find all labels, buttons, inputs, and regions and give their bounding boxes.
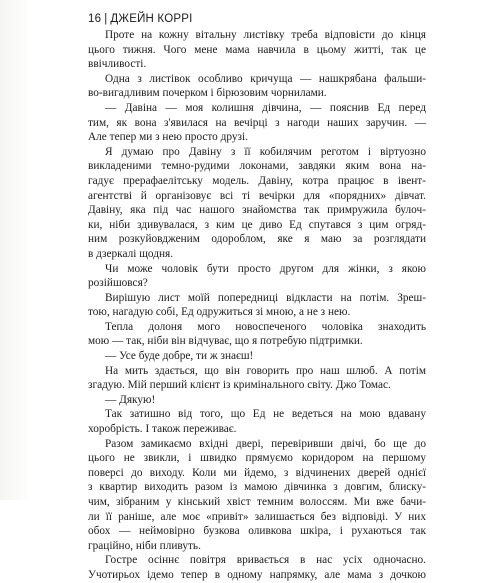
text-line: Давіну, яка під час нашого знайомства так примружила булоч- [88, 204, 426, 217]
text-line: ним розкуйовдженим одороблом, яке я маю за розглядати [88, 233, 426, 246]
text-line: — Дякую! [105, 393, 156, 406]
text-line: Але тепер ми з нею просто друзі. [88, 131, 248, 144]
text-line: розійшовся? [88, 277, 148, 290]
text-line: ки, ніби здивувалася, з ким це диво Ед спутався з цим огряд- [88, 218, 426, 231]
text-line: гадує прерафаелітську модель. Давіну, котра працює в івент- [88, 174, 426, 187]
body-text [88, 28, 426, 583]
text-line: Чи може чоловік бути просто другом для жінки, з якою [105, 262, 426, 275]
text-line: во-вигадливим почерком і бірюзовим чорнилами. [88, 87, 327, 100]
text-line: ли її раніше, але моє «привіт» залишається без відповіді. У них [88, 510, 426, 523]
page-number: 16 [88, 13, 102, 25]
text-line: мою — так, ніби він відчуває, що я потребую підтримки. [88, 335, 363, 348]
text-line: Одна з листівок особливо кричуща — нашкрябана фальши- [105, 72, 426, 85]
text-line: тою, нагадую собі, Ед одружиться зі мною, а не з нею. [88, 306, 351, 319]
text-line: хоробрість. І також переживає. [88, 423, 237, 436]
text-line: згадую. Мій перший клієнт із кримінального світу. Джо Томас. [88, 379, 391, 392]
text-line: Вирішую лист моїй попередниці відкласти на потім. Зреш- [105, 291, 426, 304]
author-name: ДЖЕЙН КОРРІ [110, 13, 193, 25]
text-line: тим, як вона з'явилася на вечірці з нагоди наших заручин. — [88, 116, 426, 129]
text-line: Проте на кожну вітальну листівку треба відповісти до кінця [105, 29, 426, 41]
text-line: агентстві й організовує всі ті вечірки для «порядних» дівчат. [88, 189, 426, 202]
text-line: обох — неймовірно бузкова оливкова шкіра, і рухаються так [88, 525, 426, 538]
text-line: в дзеркалі щодня. [88, 247, 174, 260]
text-line: з квартир виходить разом із мамою дівчинка з довгим, блиску- [88, 481, 426, 494]
text-line: чим, зібраним у кінський хвіст темним волоссям. Ми вже бачи- [88, 496, 426, 508]
text-line: цього тижня. Чого мене мама навчила в цьому житті, так це [88, 43, 426, 56]
text-line: грацiйно, ніби пливуть. [88, 539, 201, 552]
text-line: поверсі до виходу. Коли ми йдемо, з відчинених дверей однієї [88, 466, 426, 479]
text-line: — Усе буде добре, ти ж знаєш! [105, 350, 254, 363]
text-line: Разом замикаємо вхідні двері, перевіривши двічі, бо ще до [105, 437, 426, 450]
text-line: цього не звикли, і швидко прямуємо коридором на першому [88, 452, 426, 465]
text-line: Учотирьох ідемо тепер в одному напрямку, але мама з дочкою [88, 568, 426, 581]
text-line: Я думаю про Давіну з її кобилячим реготом і віртуозно [105, 145, 426, 158]
text-line: викладеними темно-рудими локонами, завдяки яким вона на- [88, 160, 426, 173]
text-line: На мить здається, що він говорить про наш шлюб. А потім [105, 364, 426, 377]
running-header [88, 13, 192, 25]
header-separator: | [104, 13, 108, 25]
text-line: ввічливості. [88, 58, 147, 71]
text-line: Так затишно від того, що Ед не ведеться на мою вдавану [105, 408, 426, 421]
text-line: — Давіна — моя колишня дівчина, — пояснив Ед перед [105, 101, 426, 114]
text-line: Гостре осіннє повітря вривається в нас усіх одночасно. [105, 554, 426, 567]
text-line: Тепла долоня мого новоспеченого чоловіка знаходить [105, 320, 426, 333]
